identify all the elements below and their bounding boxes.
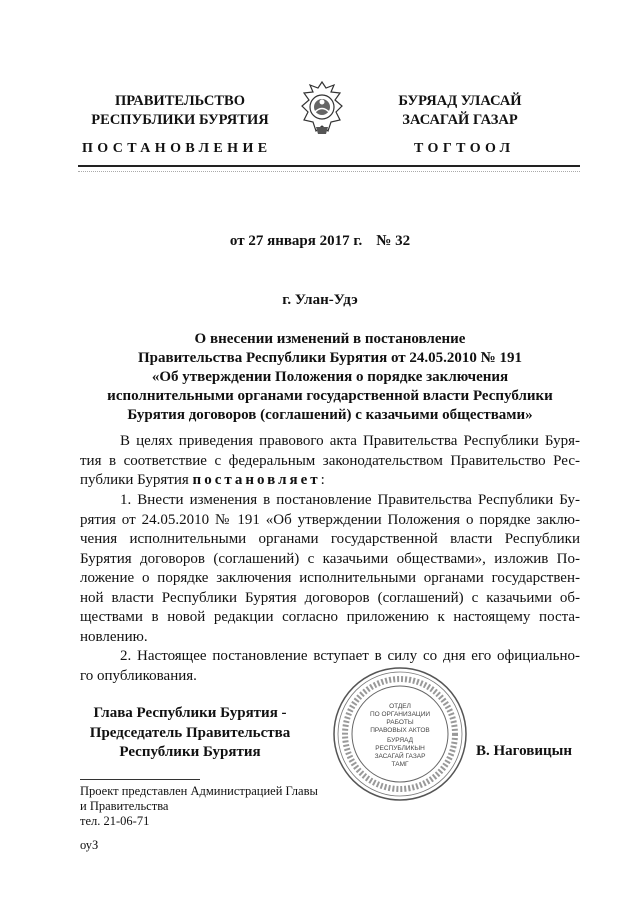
seal-text-line: ПО ОРГАНИЗАЦИИ [369, 711, 431, 718]
title-line: «Об утверждении Положения о порядке заключения [151, 369, 509, 385]
footer-note [80, 784, 318, 829]
title-line: исполнительными органами государственной власти Республики [107, 388, 553, 404]
footer-line: и Правительства [80, 799, 169, 813]
seal-text-line: БУРЯАД [386, 737, 414, 744]
item-1-line: ществами в новой редакции согласно приложению к настоящему поста- [80, 609, 580, 625]
seal-text-line: ЗАСАГАЙ ГАЗАР [374, 753, 426, 760]
header-right [360, 92, 560, 130]
footer-divider [80, 779, 200, 780]
document-number: № 32 [376, 233, 411, 249]
header-left-line2: РЕСПУБЛИКИ БУРЯТИЯ [91, 112, 269, 128]
header-divider [78, 165, 580, 167]
document-title [80, 330, 580, 425]
seal-text-line: РАБОТЫ [386, 719, 414, 726]
seal-text-line: ПРАВОВЫХ АКТОВ [370, 727, 430, 734]
item-2-line: го опубликования. [80, 667, 197, 684]
preamble-line: тия в соответствие с федеральным законодательством Правительство Рес- [80, 452, 580, 469]
preamble-line: В целях приведения правового акта Правительства Республики Буря- [120, 433, 580, 449]
coat-of-arms-icon [298, 80, 346, 136]
preamble-line3-start: публики Бурятия [80, 472, 193, 488]
header-right-line1: БУРЯАД УЛАСАЙ [398, 93, 522, 109]
item-1-line: Бурятия договоров (соглашений) с казачьими обществами», изложив По- [80, 550, 580, 567]
footer-phone: тел. 21-06-71 [80, 814, 150, 828]
signatory-name: В. Наговицын [476, 743, 572, 759]
official-seal-stamp [330, 664, 470, 804]
item-1-line: рятия от 24.05.2010 № 191 «Об утверждении Положения о порядке заклю- [80, 511, 580, 528]
item-1-line: ложение о порядке заключения исполнительными органами государствен- [80, 570, 580, 586]
preamble-line [80, 471, 580, 491]
header-left-line1: ПРАВИТЕЛЬСТВО [115, 93, 245, 109]
decree-word: постановляет [192, 472, 321, 488]
footer-code: оуЗ [80, 838, 99, 852]
signatory-title [80, 704, 300, 763]
item-1-paragraph [80, 491, 580, 647]
document-date: от 27 января 2017 г. [229, 233, 363, 249]
footer-line: Проект представлен Администрацией Главы [80, 784, 318, 798]
doc-type-left: ПОСТАНОВЛЕНИЕ [82, 141, 272, 156]
item-1-line: ной власти Республики Бурятия договоров (соглашений) с казачьими об- [80, 589, 580, 606]
header-dotted-divider [78, 171, 580, 172]
title-line: Правительства Республики Бурятия от 24.05.2010 № 191 [137, 350, 522, 366]
header-left [80, 92, 280, 130]
item-1-line: чения исполнительными органами государственной власти Республики [80, 531, 580, 547]
title-line: О внесении изменений в постановление [194, 331, 466, 347]
signatory-title-line: Председатель Правительства [89, 724, 291, 741]
preamble-line3-end: : [320, 472, 325, 488]
signatory-title-line: Глава Республики Бурятия - [93, 705, 287, 721]
signatory-title-line: Республики Бурятия [119, 744, 261, 760]
seal-text-line: РЕСПУБЛИКЫН [375, 745, 425, 752]
title-line: Бурятия договоров (соглашений) с казачьими обществами» [127, 407, 533, 423]
item-1-line: новлению. [80, 628, 148, 645]
seal-text-line: ТАМГ [391, 761, 409, 768]
item-1-line: 1. Внести изменения в постановление Правительства Республики Бу- [120, 492, 580, 508]
seal-text-line: ОТДЕЛ [389, 703, 411, 710]
city: г. Улан-Удэ [282, 292, 358, 308]
header-right-line2: ЗАСАГАЙ ГАЗАР [402, 112, 518, 128]
item-2-line: 2. Настоящее постановление вступает в силу со дня его официально- [120, 648, 580, 664]
date-line [0, 233, 640, 250]
doc-type-right: ТОГТООЛ [414, 141, 515, 156]
preamble-paragraph [80, 432, 580, 491]
